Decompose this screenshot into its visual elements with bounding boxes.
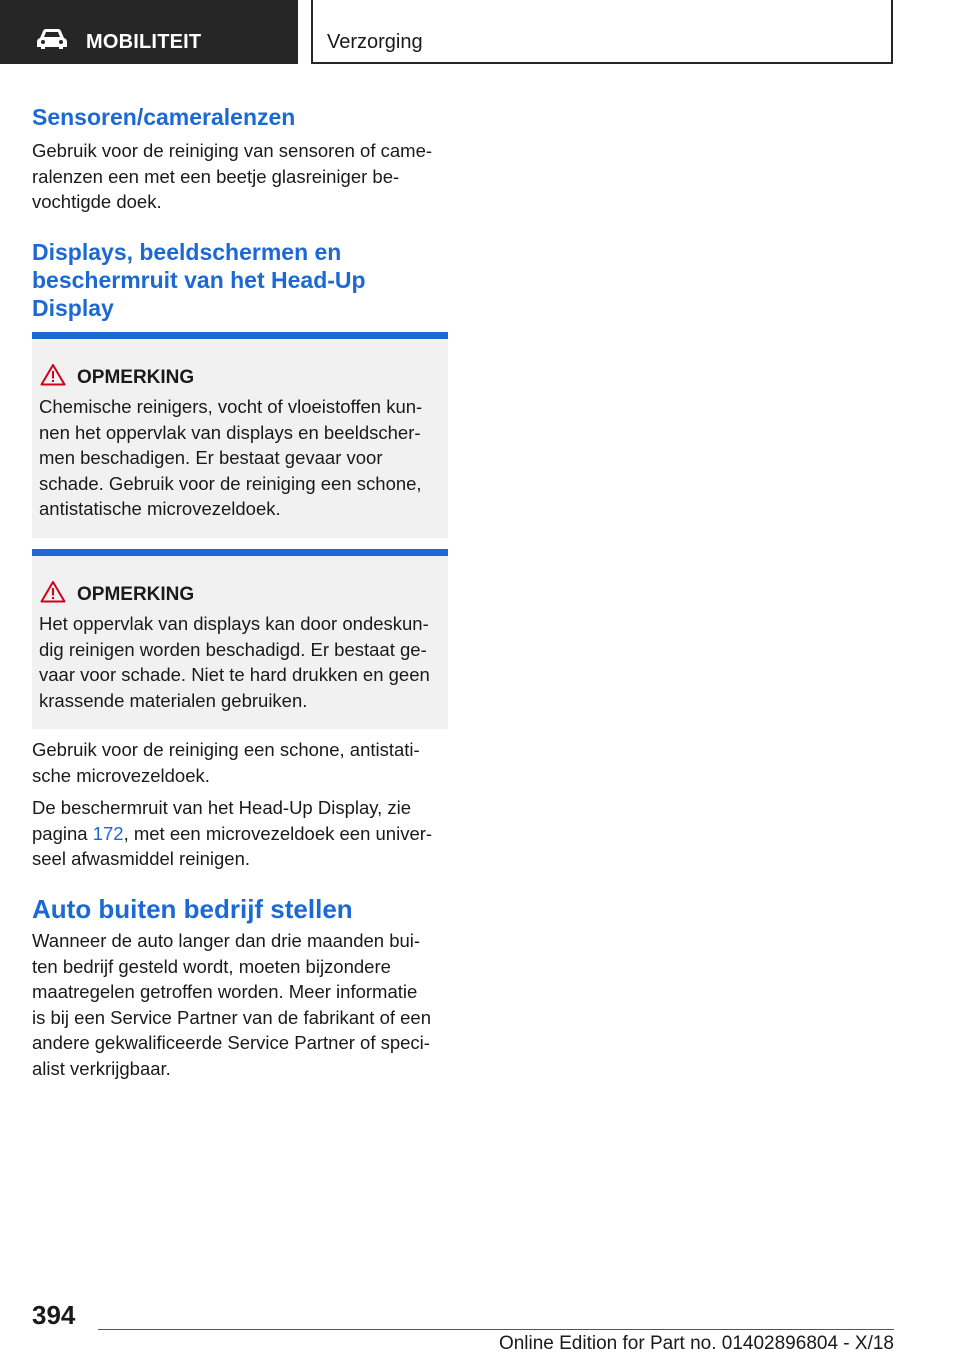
displays-heading-line: Display — [32, 295, 114, 321]
notice-text-line: dig reinigen worden beschadigd. Er bestaat ge‐ — [39, 638, 427, 660]
storage-text-line: maatregelen getroffen worden. Meer informatie — [32, 981, 418, 1002]
displays-heading-line: beschermruit van het Head-Up — [32, 267, 366, 293]
storage-heading: Auto buiten bedrijf stellen — [32, 894, 353, 924]
notice-text-line: nen het oppervlak van displays en beeldscher‐ — [39, 421, 421, 443]
header-section-label: MOBILITEIT — [86, 31, 202, 53]
notice-text-line: Chemische reinigers, vocht of vloeistoffen kun‐ — [39, 396, 423, 417]
notice-text-line: Het oppervlak van displays kan door ondeskun‐ — [39, 613, 429, 634]
body-text-fragment: , met een microvezeldoek een univer‐ — [123, 822, 433, 844]
displays-section — [32, 238, 448, 322]
header-chapter-tab — [311, 0, 893, 64]
body-text-line: sche microvezeldoek. — [32, 764, 210, 786]
body-text-fragment: pagina — [32, 822, 93, 844]
warning-triangle-icon — [40, 363, 66, 386]
sensors-section — [32, 103, 448, 215]
storage-text-line: is bij een Service Partner van de fabrikant of een — [32, 1006, 432, 1028]
notice-text-line: krassende materialen gebruiken. — [39, 689, 308, 711]
header-chapter-label: Verzorging — [327, 31, 423, 53]
storage-text-line: ten bedrijf gesteld wordt, moeten bijzondere — [32, 955, 391, 977]
header-section-tab — [0, 0, 298, 64]
warning-triangle-icon — [40, 580, 66, 603]
storage-section — [32, 894, 448, 1081]
notice-text-line: men beschadigen. Er bestaat gevaar voor — [39, 447, 383, 468]
notice-box — [32, 549, 448, 729]
notice-title: OPMERKING — [77, 584, 195, 605]
footer-divider — [98, 1329, 894, 1330]
notice-box — [32, 332, 448, 538]
sensors-text-line: ralenzen een met een beetje glasreiniger be‐ — [32, 165, 400, 187]
notice-text-line: antistatische microvezeldoek. — [39, 498, 281, 519]
page-number: 394 — [32, 1300, 76, 1330]
notice-title: OPMERKING — [77, 367, 195, 388]
body-text-line: De beschermruit van het Head-Up Display, zie — [32, 797, 412, 818]
display-cleaning-text — [32, 737, 448, 872]
body-text-line: seel afwasmiddel reinigen. — [32, 848, 251, 869]
storage-text-line: alist verkrijgbaar. — [32, 1057, 171, 1079]
notice-text-line: vaar voor schade. Niet te hard drukken en geen — [39, 664, 430, 685]
storage-text-line: andere gekwalificeerde Service Partner of speci‐ — [32, 1032, 430, 1053]
car-icon — [36, 28, 68, 50]
body-text-line: Gebruik voor de reiniging een schone, antistati‐ — [32, 739, 420, 760]
footer-edition-text: Online Edition for Part no. 01402896804 - X/18 — [498, 1333, 894, 1354]
page-reference-link[interactable]: 172 — [92, 822, 124, 844]
sensors-text-line: vochtigde doek. — [32, 191, 162, 212]
sensors-heading: Sensoren/cameralenzen — [32, 104, 296, 130]
storage-text-line: Wanneer de auto langer dan drie maanden bui‐ — [32, 930, 421, 951]
body-text-line — [32, 821, 448, 847]
notice-text-line: schade. Gebruik voor de reiniging een schone, — [39, 472, 422, 494]
sensors-text-line: Gebruik voor de reiniging van sensoren of came‐ — [32, 140, 433, 161]
displays-heading-line: Displays, beeldschermen en — [32, 239, 342, 265]
